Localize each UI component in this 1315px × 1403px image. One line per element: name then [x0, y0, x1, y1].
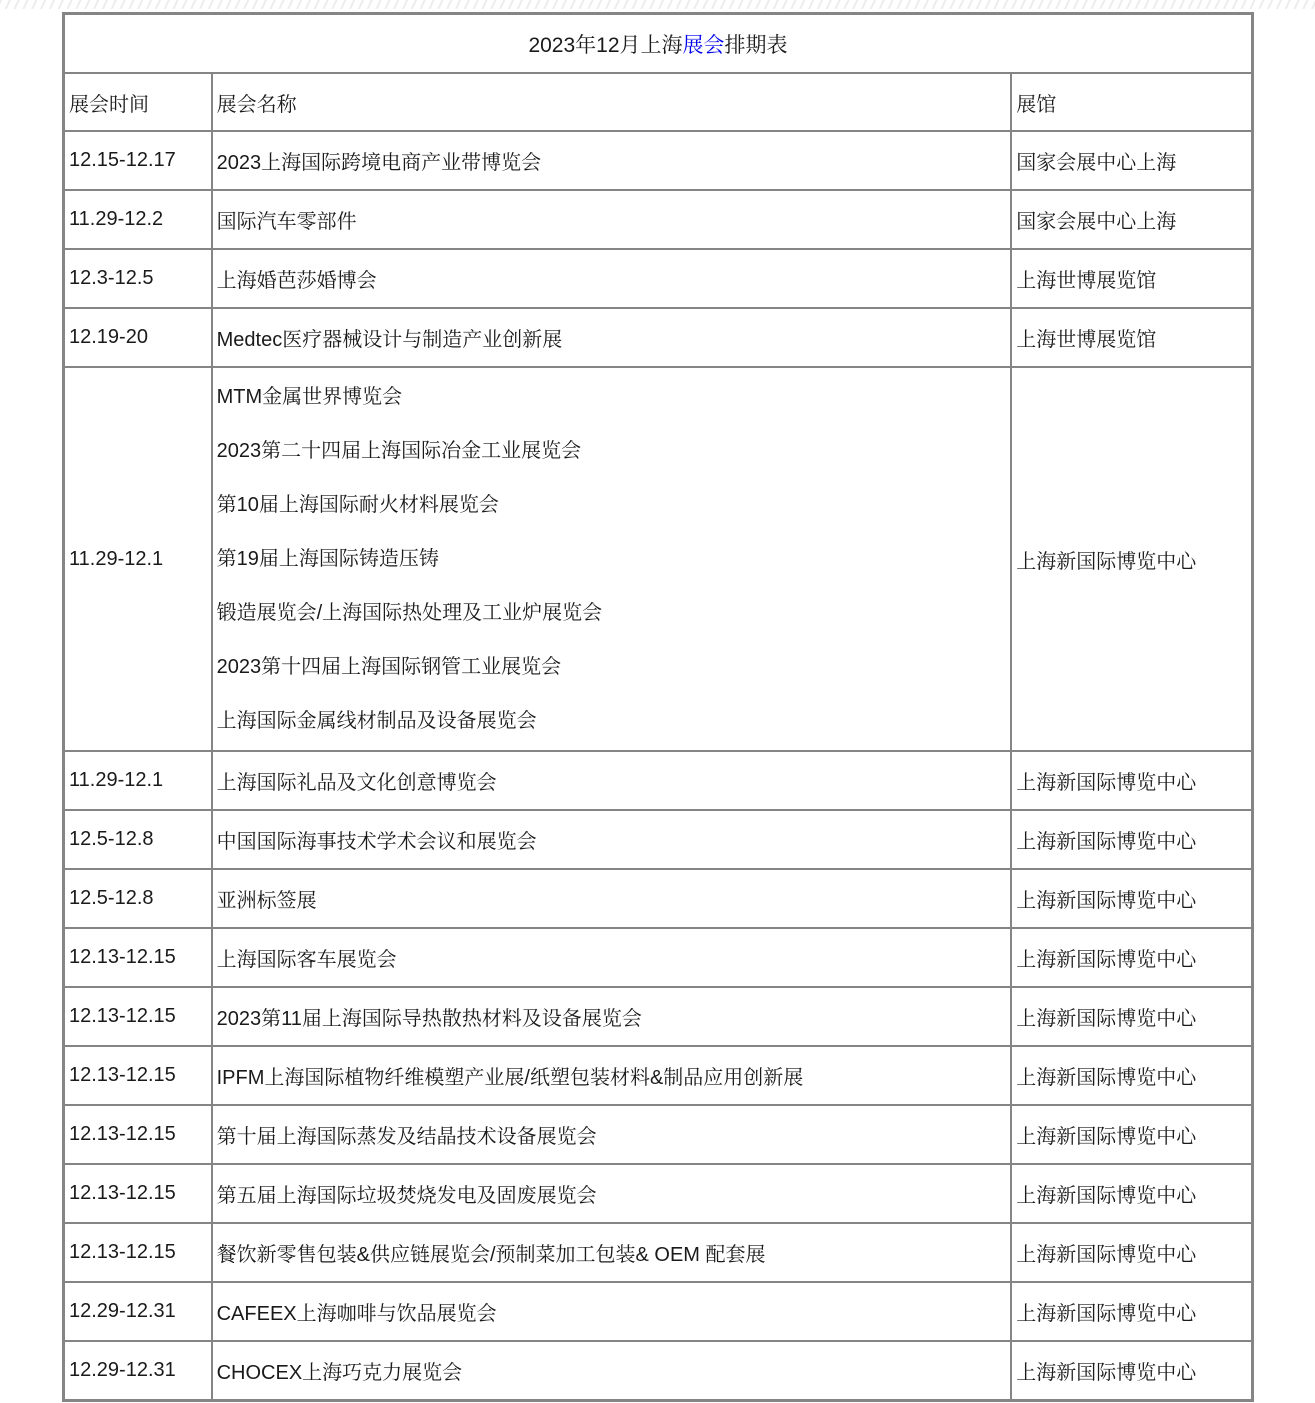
- venue-cell: [1011, 308, 1252, 367]
- exhibition-name-line: 上海国际金属线材制品及设备展览会: [216, 710, 537, 732]
- table-row: [64, 810, 1253, 869]
- table-row: [64, 928, 1253, 987]
- venue-cell: [1011, 751, 1252, 810]
- name-cell: [212, 249, 1012, 308]
- name-cell: [212, 308, 1012, 367]
- time-cell: [64, 367, 212, 751]
- time-cell: [64, 1046, 212, 1105]
- exhibition-name-line: 锻造展览会/上海国际热处理及工业炉展览会: [216, 602, 603, 624]
- name-cell: [212, 1105, 1012, 1164]
- exhibition-name-line: MTM金属世界博览会: [216, 386, 403, 408]
- exhibition-name-line: 第19届上海国际铸造压铸: [216, 548, 439, 570]
- table-row: [64, 190, 1253, 249]
- venue-name: 上海新国际博览中心: [1016, 1008, 1197, 1030]
- exhibition-name: 国际汽车零部件: [216, 211, 357, 233]
- time-cell: [64, 1282, 212, 1341]
- venue-cell: [1011, 1282, 1252, 1341]
- exhibition-name: 上海国际客车展览会: [216, 949, 397, 971]
- venue-cell: [1011, 1164, 1252, 1223]
- table-row: [64, 1341, 1253, 1401]
- time-cell: [64, 869, 212, 928]
- exhibition-time: 12.29-12.31: [69, 1300, 176, 1322]
- venue-name: 国家会展中心上海: [1016, 211, 1177, 233]
- name-cell: [212, 1046, 1012, 1105]
- venue-cell: [1011, 367, 1252, 751]
- exhibition-name: 2023第11届上海国际导热散热材料及设备展览会: [216, 1008, 642, 1030]
- table-row: [64, 751, 1253, 810]
- exhibition-time: 11.29-12.1: [69, 547, 164, 570]
- time-cell: [64, 1105, 212, 1164]
- column-header-venue: 展馆: [1011, 73, 1252, 131]
- venue-name: 上海新国际博览中心: [1016, 890, 1197, 912]
- venue-name: 上海世博展览馆: [1016, 270, 1157, 292]
- exhibition-name: IPFM上海国际植物纤维模塑产业展/纸塑包装材料&制品应用创新展: [216, 1067, 804, 1089]
- name-cell: [212, 367, 1012, 751]
- table-row: [64, 1105, 1253, 1164]
- exhibition-time: 12.13-12.15: [69, 1064, 176, 1086]
- name-cell: [212, 869, 1012, 928]
- exhibition-name: CHOCEX上海巧克力展览会: [216, 1362, 463, 1384]
- table-row: [64, 367, 1253, 751]
- exhibition-name: CAFEEX上海咖啡与饮品展览会: [216, 1303, 497, 1325]
- table-row: [64, 1164, 1253, 1223]
- table-row: [64, 308, 1253, 367]
- table-row: [64, 1223, 1253, 1282]
- venue-name: 国家会展中心上海: [1016, 152, 1177, 174]
- time-cell: [64, 987, 212, 1046]
- title-link-zhanhui[interactable]: 展会: [682, 33, 725, 57]
- time-cell: [64, 131, 212, 190]
- time-cell: [64, 190, 212, 249]
- title-text-suffix: 排期表: [724, 33, 788, 57]
- venue-cell: [1011, 1341, 1252, 1401]
- venue-name: 上海新国际博览中心: [1016, 550, 1197, 573]
- name-cell: [212, 1282, 1012, 1341]
- exhibition-name: 亚洲标签展: [216, 890, 317, 912]
- time-cell: [64, 308, 212, 367]
- venue-name: 上海新国际博览中心: [1016, 1303, 1197, 1325]
- exhibition-name: 上海国际礼品及文化创意博览会: [216, 772, 497, 794]
- exhibition-name: 上海婚芭莎婚博会: [216, 270, 377, 292]
- name-cell: [212, 1341, 1012, 1401]
- venue-cell: [1011, 928, 1252, 987]
- exhibition-time: 12.3-12.5: [69, 267, 154, 289]
- exhibition-name: 餐饮新零售包装&供应链展览会/预制菜加工包装& OEM 配套展: [216, 1244, 766, 1266]
- exhibition-time: 12.13-12.15: [69, 1182, 176, 1204]
- exhibition-name: 第五届上海国际垃圾焚烧发电及固废展览会: [216, 1185, 597, 1207]
- time-cell: [64, 1223, 212, 1282]
- venue-name: 上海新国际博览中心: [1016, 1362, 1197, 1384]
- time-cell: [64, 1341, 212, 1401]
- title-text-prefix: 2023年12月上海: [528, 33, 683, 57]
- exhibition-schedule-table: [62, 12, 1254, 1402]
- exhibition-name-line: 第10届上海国际耐火材料展览会: [216, 494, 499, 516]
- name-cell: [212, 190, 1012, 249]
- name-cell: [212, 928, 1012, 987]
- column-header-time: 展会时间: [64, 73, 212, 131]
- exhibition-time: 12.13-12.15: [69, 946, 176, 968]
- time-cell: [64, 1164, 212, 1223]
- name-cell: [212, 810, 1012, 869]
- venue-cell: [1011, 987, 1252, 1046]
- exhibition-time: 11.29-12.2: [69, 208, 164, 230]
- name-cell: [212, 987, 1012, 1046]
- table-body: [64, 14, 1253, 1401]
- venue-name: 上海新国际博览中心: [1016, 772, 1197, 794]
- venue-cell: [1011, 190, 1252, 249]
- venue-cell: [1011, 810, 1252, 869]
- name-cell: [212, 1223, 1012, 1282]
- venue-name: 上海新国际博览中心: [1016, 1126, 1197, 1148]
- name-cell: [212, 1164, 1012, 1223]
- venue-cell: [1011, 1105, 1252, 1164]
- exhibition-time: 12.15-12.17: [69, 149, 176, 171]
- exhibition-time: 12.13-12.15: [69, 1123, 176, 1145]
- time-cell: [64, 928, 212, 987]
- venue-cell: [1011, 249, 1252, 308]
- exhibition-name-line: 2023第十四届上海国际钢管工业展览会: [216, 656, 562, 678]
- venue-name: 上海新国际博览中心: [1016, 1067, 1197, 1089]
- exhibition-time: 11.29-12.1: [69, 769, 164, 791]
- column-header-name: 展会名称: [212, 73, 1012, 131]
- exhibition-time: 12.5-12.8: [69, 887, 154, 909]
- table-row: [64, 1282, 1253, 1341]
- page-title: [64, 14, 1253, 74]
- venue-cell: [1011, 131, 1252, 190]
- exhibition-name: 第十届上海国际蒸发及结晶技术设备展览会: [216, 1126, 597, 1148]
- venue-cell: [1011, 1223, 1252, 1282]
- table-row: [64, 131, 1253, 190]
- header-row: [64, 73, 1253, 131]
- exhibition-name: 2023上海国际跨境电商产业带博览会: [216, 152, 542, 174]
- name-cell: [212, 751, 1012, 810]
- venue-name: 上海世博展览馆: [1016, 329, 1157, 351]
- time-cell: [64, 810, 212, 869]
- exhibition-time: 12.13-12.15: [69, 1241, 176, 1263]
- exhibition-name: 中国国际海事技术学术会议和展览会: [216, 831, 537, 853]
- page-top-decoration: [0, 0, 1315, 9]
- venue-name: 上海新国际博览中心: [1016, 1185, 1197, 1207]
- exhibition-time: 12.13-12.15: [69, 1005, 176, 1027]
- table-row: [64, 869, 1253, 928]
- name-cell: [212, 131, 1012, 190]
- time-cell: [64, 751, 212, 810]
- time-cell: [64, 249, 212, 308]
- venue-cell: [1011, 1046, 1252, 1105]
- exhibition-time: 12.5-12.8: [69, 828, 154, 850]
- exhibition-time: 12.19-20: [69, 326, 148, 348]
- venue-name: 上海新国际博览中心: [1016, 949, 1197, 971]
- venue-cell: [1011, 869, 1252, 928]
- venue-name: 上海新国际博览中心: [1016, 1244, 1197, 1266]
- title-row: [64, 14, 1253, 74]
- table-row: [64, 987, 1253, 1046]
- venue-name: 上海新国际博览中心: [1016, 831, 1197, 853]
- exhibition-name: Medtec医疗器械设计与制造产业创新展: [216, 329, 563, 351]
- exhibition-time: 12.29-12.31: [69, 1359, 176, 1381]
- table-row: [64, 1046, 1253, 1105]
- exhibition-name-line: 2023第二十四届上海国际冶金工业展览会: [216, 440, 582, 462]
- table-row: [64, 249, 1253, 308]
